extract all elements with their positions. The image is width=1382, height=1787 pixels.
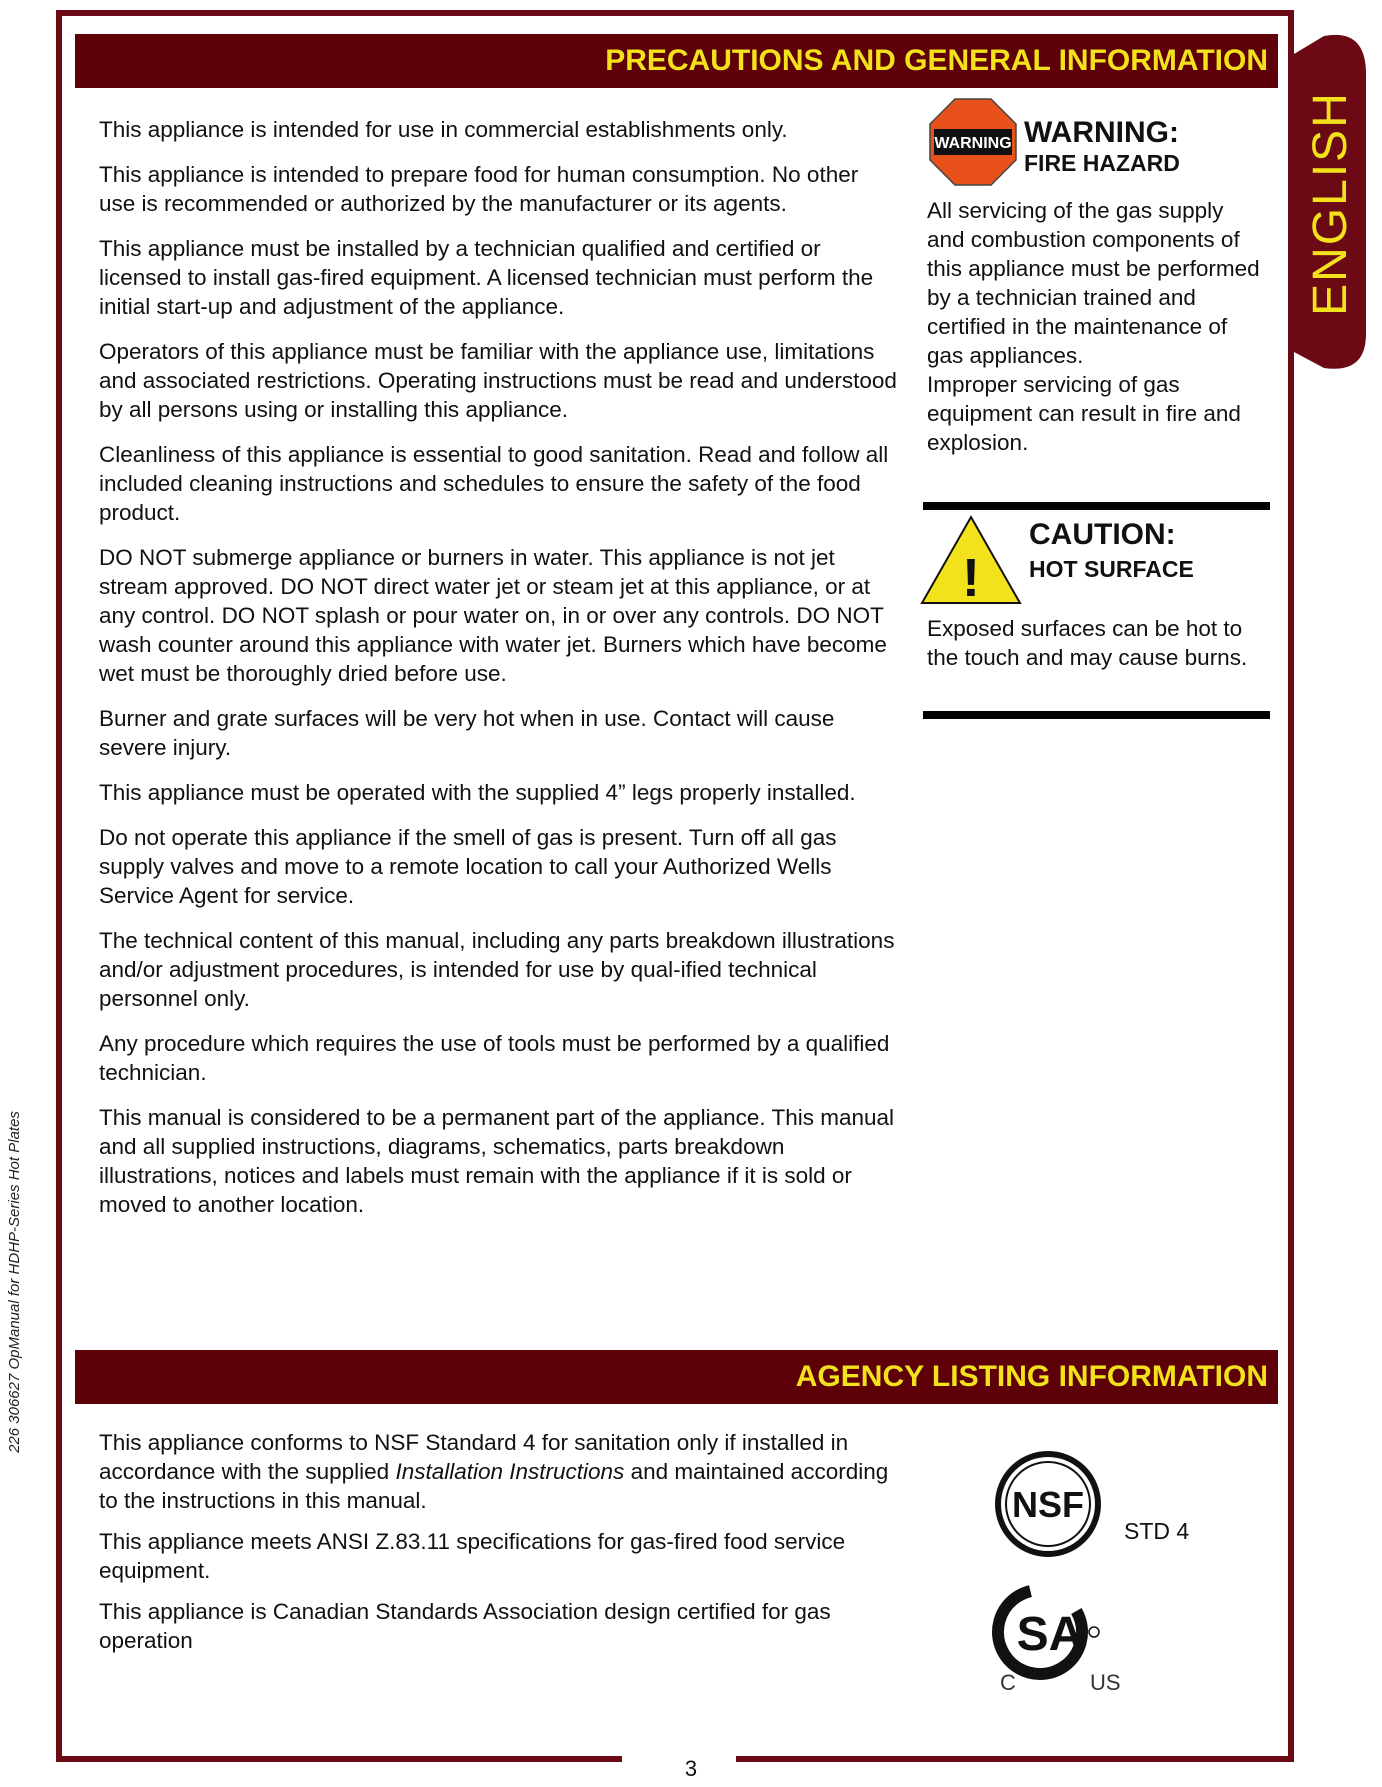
agency-title: AGENCY LISTING INFORMATION	[795, 1360, 1268, 1393]
caution-sign-text: !	[962, 548, 980, 606]
caution-triangle-icon	[919, 514, 1023, 606]
precautions-title: PRECAUTIONS AND GENERAL INFORMATION	[605, 44, 1268, 77]
warning-subtitle: FIRE HAZARD	[1024, 150, 1180, 176]
precautions-banner	[75, 34, 1278, 88]
warning-title: WARNING:	[1024, 116, 1179, 149]
csa-c-label: C	[1000, 1670, 1016, 1695]
warning-body-2: Improper servicing of gas equipment can result in fire and explosion.	[927, 372, 1241, 455]
page-number: 3	[684, 1756, 698, 1781]
agency-paragraph-csa: This appliance is Canadian Standards Association design certified for gas operation	[99, 1599, 831, 1653]
document-id-caption: 226 306627 OpManual for HDHP-Series Hot Plates	[6, 1111, 23, 1453]
precaution-paragraph: This appliance is intended to prepare food for human consumption. No other use is recommended or authorized by the manufacturer or its agents.	[99, 162, 859, 216]
page-frame-top	[56, 10, 1294, 16]
precaution-paragraph: Do not operate this appliance if the smell of gas is present. Turn off all gas supply valves and move to a remote location to call your Authorized Wells Service Agent for service.	[99, 825, 837, 908]
warning-sign-text: WARNING	[934, 135, 1012, 152]
agency-paragraph-ansi: This appliance meets ANSI Z.83.11 specifications for gas-fired food service equipment.	[99, 1529, 846, 1583]
precaution-paragraph: This appliance is intended for use in commercial establishments only.	[99, 117, 788, 142]
precaution-paragraph: Any procedure which requires the use of tools must be performed by a qualified technician.	[99, 1031, 890, 1085]
warning-body: All servicing of the gas supply and combustion components of this appliance must be performed by a technician trained and certified in the maintenance of gas appliances.	[927, 198, 1260, 368]
warning-divider	[923, 502, 1270, 510]
precaution-paragraph: This manual is considered to be a permanent part of the appliance. This manual and all supplied instructions, diagrams, schematics, parts breakdown illustrations, notices and labels must remain with the appliance if it is sold or moved to another location.	[99, 1105, 895, 1217]
precaution-paragraph: The technical content of this manual, including any parts breakdown illustrations and/or adjustment procedures, is intended for use by qual-ified technical personnel only.	[99, 928, 895, 1011]
caution-title: CAUTION:	[1029, 518, 1176, 551]
agency-banner	[75, 1350, 1278, 1404]
agency-p1-text: This appliance conforms to NSF Standard 4 for sanitation only if installed in accordance with the supplied	[99, 1430, 849, 1484]
precaution-paragraph: This appliance must be installed by a technician qualified and certified or licensed to install gas-fired equipment. A licensed technician must perform the initial start-up and adjustment of the appliance.	[99, 236, 874, 319]
agency-p1-text-end: and maintained according to the instructions in this manual.	[99, 1459, 889, 1513]
csa-logo-text: SA	[1016, 1608, 1084, 1661]
nsf-logo-text: NSF	[1012, 1484, 1084, 1525]
precaution-paragraph: This appliance must be operated with the supplied 4” legs properly installed.	[99, 780, 856, 805]
agency-paragraph-nsf	[99, 1428, 889, 1515]
precaution-paragraph: DO NOT submerge appliance or burners in water. This appliance is not jet stream approved. DO NOT direct water jet or steam jet at this appliance, or at any control. DO NOT splash or pour water on, in or over any controls. DO NOT wash counter around this appliance with water jet. Burners which have become wet must be thoroughly dried before use.	[99, 545, 887, 686]
warning-body-wrap	[927, 196, 1267, 457]
nsf-logo-icon	[994, 1450, 1102, 1558]
caution-subtitle: HOT SURFACE	[1029, 556, 1194, 582]
installation-instructions-ref: Installation Instructions	[395, 1459, 625, 1484]
page-frame-left	[56, 10, 62, 1762]
precaution-paragraph: Burner and grate surfaces will be very hot when in use. Contact will cause severe injury.	[99, 706, 835, 760]
caution-body: Exposed surfaces can be hot to the touch and may cause burns.	[927, 616, 1248, 670]
csa-us-label: US	[1090, 1670, 1121, 1695]
csa-logo-icon	[986, 1578, 1136, 1698]
precautions-list	[99, 115, 899, 1219]
language-tab-label-wrap	[1294, 34, 1366, 372]
precaution-paragraph: Operators of this appliance must be familiar with the appliance use, limitations and associated restrictions. Operating instructions must be read and understood by all persons using or installing this appliance.	[99, 339, 897, 422]
nsf-standard-label: STD 4	[1124, 1518, 1190, 1544]
caution-divider	[923, 711, 1270, 719]
language-tab-label: ENGLISH	[1303, 90, 1357, 316]
precaution-paragraph: Cleanliness of this appliance is essential to good sanitation. Read and follow all included cleaning instructions and schedules to ensure the safety of the food product.	[99, 442, 889, 525]
warning-stop-sign-icon	[929, 98, 1017, 186]
agency-text	[99, 1428, 889, 1655]
